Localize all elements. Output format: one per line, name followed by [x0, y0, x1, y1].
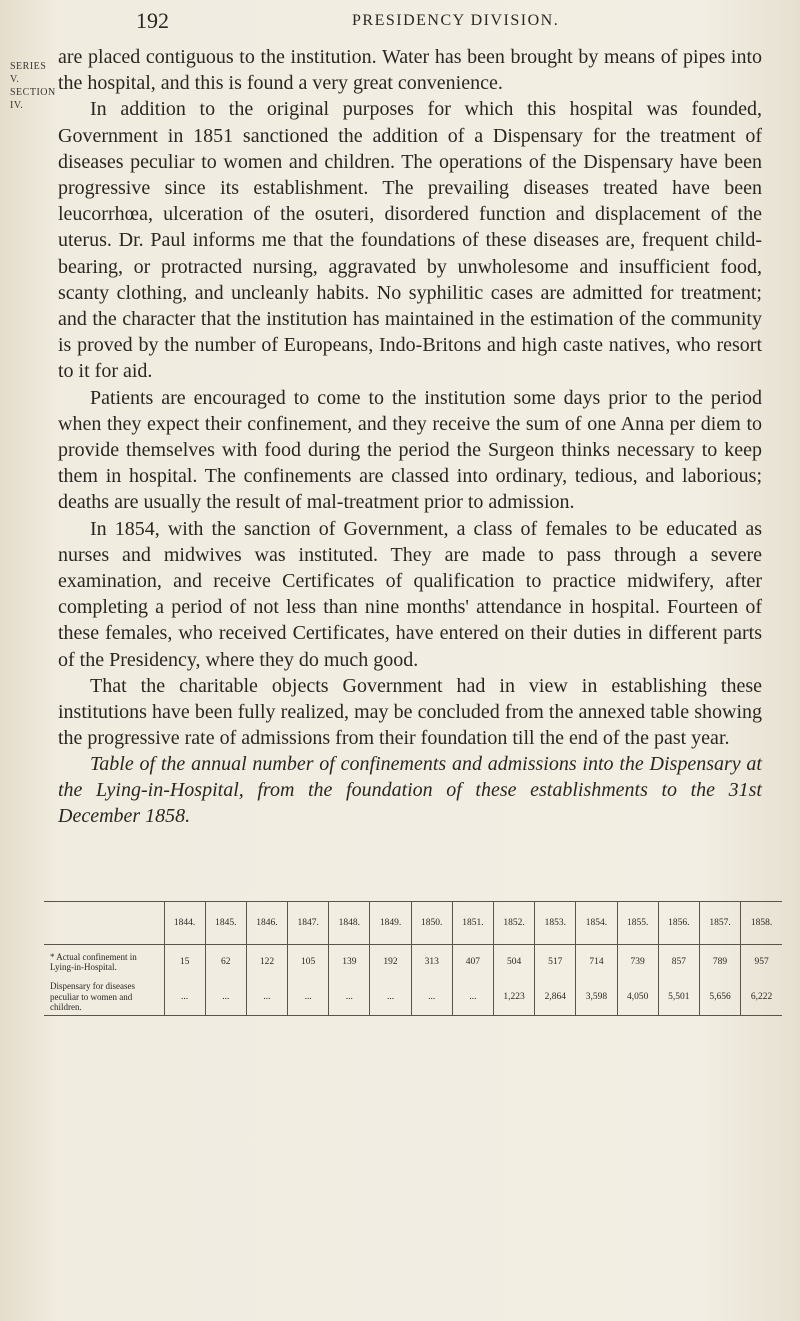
table-cell: 2,864	[535, 979, 576, 1015]
table-cell: 504	[494, 945, 535, 980]
table-cell: ...	[288, 979, 329, 1015]
table-cell: ...	[411, 979, 452, 1015]
table-cell: 5,656	[699, 979, 740, 1015]
paragraph-3: Patients are encouraged to come to the institution some days prior to the period when they expect their confinement, and they receive the sum of one Anna per diem to provide themselves with food during the period the Surgeon thinks necessary to keep them in hospital. The confinements are classed into ordinary, tedious, and laborious; deaths are usually the result of mal-treatment prior to admission.	[58, 386, 762, 514]
table-header-row	[44, 902, 782, 945]
table-cell: ...	[164, 979, 205, 1015]
year-header: 1846.	[246, 902, 287, 945]
year-header: 1858.	[741, 902, 782, 945]
table-row-dispensary	[44, 979, 782, 1015]
year-header: 1857.	[699, 902, 740, 945]
year-header: 1849.	[370, 902, 411, 945]
table-cell: 122	[246, 945, 287, 980]
table-cell: ...	[370, 979, 411, 1015]
table-cell: ...	[246, 979, 287, 1015]
paragraph-5: That the charitable objects Government had in view in establishing these institutions have been fully realized, may be concluded from the annexed table showing the progressive rate of admissions from their foundation till the end of the past year.	[58, 674, 762, 750]
year-header: 1856.	[658, 902, 699, 945]
table-cell: ...	[329, 979, 370, 1015]
table-cell: 957	[741, 945, 782, 980]
running-head	[136, 8, 736, 38]
row-label: Dispensary for diseases peculiar to women and children.	[50, 981, 135, 1012]
table-cell: 192	[370, 945, 411, 980]
table-cell: 739	[617, 945, 658, 980]
year-header: 1853.	[535, 902, 576, 945]
paragraph-1: are placed contiguous to the institution. Water has been brought by means of pipes into the hospital, and this is found a very great convenience.	[58, 46, 762, 95]
table-caption: Table of the annual number of confinements and admissions into the Dispensary at the Lying-in-Hospital, from the foundation of these establishments to the 31st December 1858.	[58, 753, 762, 828]
page-number: 192	[136, 8, 169, 33]
table-cell: ...	[205, 979, 246, 1015]
table-cell: 139	[329, 945, 370, 980]
table-cell: 4,050	[617, 979, 658, 1015]
year-header: 1852.	[494, 902, 535, 945]
admissions-table-wrap	[44, 901, 782, 1016]
table-cell: 105	[288, 945, 329, 980]
row-label: * Actual confinement in Lying-in-Hospital.	[50, 951, 137, 972]
table-cell: 857	[658, 945, 699, 980]
table-cell: 714	[576, 945, 617, 980]
table-cell: ...	[452, 979, 493, 1015]
year-header: 1851.	[452, 902, 493, 945]
series-label: SERIES V.	[10, 61, 47, 85]
paragraph-4: In 1854, with the sanction of Government, a class of females to be educated as nurses and midwives was instituted. They are made to pass through a severe examination, and receive Certificates of qualification to practice midwifery, after completing a period of not less than nine months' attendance in hospital. Fourteen of these females, who received Certificates, have entered on their duties in different parts of the Presidency, where they do much good.	[58, 517, 762, 671]
margin-note	[10, 60, 54, 112]
table-corner-cell	[44, 902, 164, 945]
table-cell: 15	[164, 945, 205, 980]
table-cell: 5,501	[658, 979, 699, 1015]
paragraph-2: In addition to the original purposes for which this hospital was founded, Government in 1851 sanctioned the addition of a Dispensary for the treatment of diseases peculiar to women and children. The operations of the Dispensary have been progressive since its establishment. The prevailing diseases treated have been leucorrhœa, ulceration of the osuteri, disordered function and displacement of the uterus. Dr. Paul informs me that the foundations of these diseases are, frequent child-bearing, or protracted nursing, aggravated by unwholesome and insufficient food, scanty clothing, and uncleanly habits. No syphilitic cases are admitted for treatment; and the character that the institution has maintained in the estimation of the community is proved by the number of Europeans, Indo-Britons and high caste natives, who resort to it for aid.	[58, 98, 762, 383]
year-header: 1854.	[576, 902, 617, 945]
table-row-confinements	[44, 945, 782, 980]
year-header: 1848.	[329, 902, 370, 945]
table-cell: 313	[411, 945, 452, 980]
year-header: 1850.	[411, 902, 452, 945]
year-header: 1847.	[288, 902, 329, 945]
table-cell: 407	[452, 945, 493, 980]
section-label: SECTION IV.	[10, 87, 56, 111]
body-text	[58, 44, 762, 829]
table-cell: 62	[205, 945, 246, 980]
division-title: PRESIDENCY DIVISION.	[352, 12, 560, 29]
year-header: 1855.	[617, 902, 658, 945]
table-cell: 6,222	[741, 979, 782, 1015]
table-cell: 517	[535, 945, 576, 980]
table-cell: 3,598	[576, 979, 617, 1015]
year-header: 1844.	[164, 902, 205, 945]
year-header: 1845.	[205, 902, 246, 945]
table-cell: 1,223	[494, 979, 535, 1015]
table-cell: 789	[699, 945, 740, 980]
admissions-table	[44, 901, 782, 1016]
